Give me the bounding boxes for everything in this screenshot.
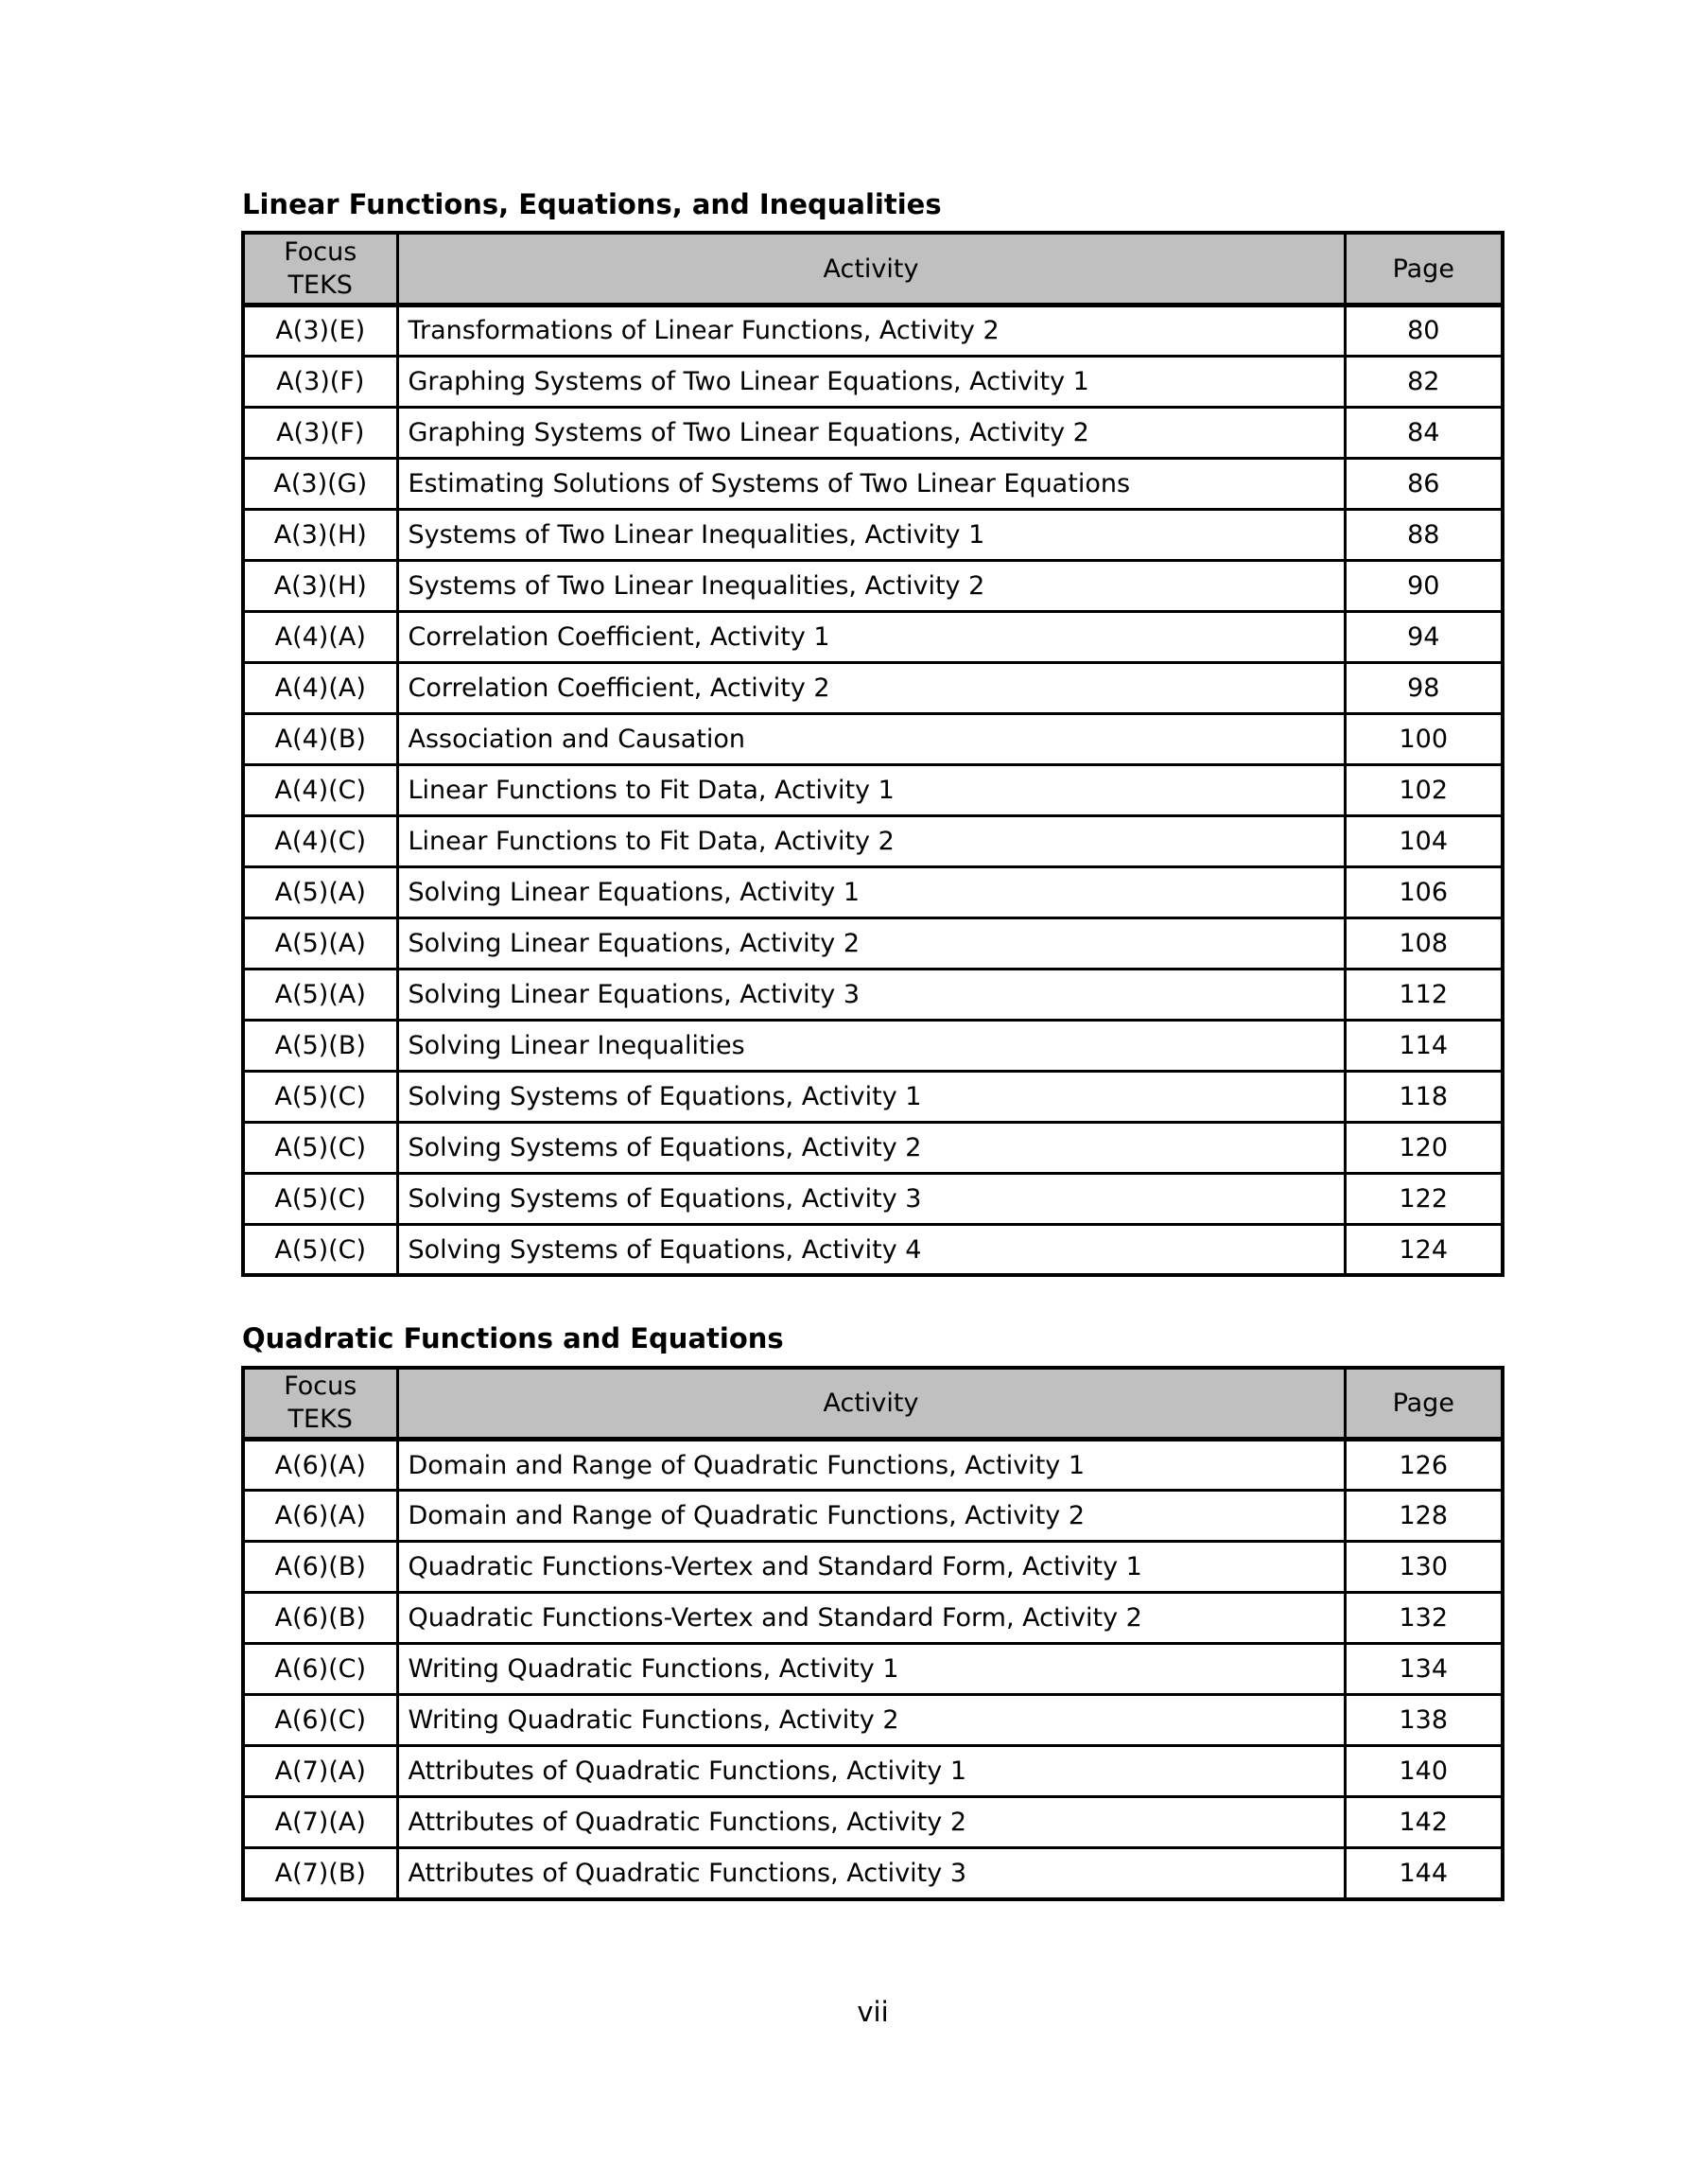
focus-teks-cell: A(5)(C) — [243, 1071, 397, 1122]
focus-teks-cell: A(5)(A) — [243, 866, 397, 917]
page-cell: 104 — [1345, 815, 1503, 866]
focus-teks-cell: A(5)(C) — [243, 1224, 397, 1275]
activity-cell: Quadratic Functions-Vertex and Standard Form, Activity 2 — [397, 1593, 1345, 1644]
activity-column-header: Activity — [397, 233, 1345, 305]
focus-teks-cell: A(3)(E) — [243, 305, 397, 356]
page-cell: 98 — [1345, 662, 1503, 713]
activity-cell: Attributes of Quadratic Functions, Activity 3 — [397, 1848, 1345, 1899]
focus-teks-cell: A(5)(C) — [243, 1173, 397, 1224]
table-header-row — [243, 1368, 1503, 1440]
section-quadratic-functions — [241, 1323, 1504, 1900]
activity-cell: Systems of Two Linear Inequalities, Activity 1 — [397, 509, 1345, 560]
focus-teks-cell: A(5)(A) — [243, 969, 397, 1020]
focus-teks-cell: A(6)(C) — [243, 1644, 397, 1695]
activity-cell: Attributes of Quadratic Functions, Activity 1 — [397, 1746, 1345, 1797]
page-cell: 132 — [1345, 1593, 1503, 1644]
page-cell: 84 — [1345, 407, 1503, 458]
table-row — [243, 1491, 1503, 1542]
page-cell: 94 — [1345, 611, 1503, 662]
focus-teks-cell: A(7)(B) — [243, 1848, 397, 1899]
section-title: Quadratic Functions and Equations — [242, 1322, 784, 1355]
activity-cell: Solving Linear Equations, Activity 1 — [397, 866, 1345, 917]
table-row — [243, 458, 1503, 509]
activity-cell: Linear Functions to Fit Data, Activity 2 — [397, 815, 1345, 866]
table-row — [243, 1746, 1503, 1797]
page-cell: 90 — [1345, 560, 1503, 611]
page-cell: 126 — [1345, 1440, 1503, 1491]
activity-cell: Writing Quadratic Functions, Activity 1 — [397, 1644, 1345, 1695]
activity-cell: Attributes of Quadratic Functions, Activity 2 — [397, 1797, 1345, 1848]
focus-teks-column-header: Focus TEKS — [243, 1368, 397, 1440]
page-cell: 138 — [1345, 1695, 1503, 1746]
table-row — [243, 1848, 1503, 1899]
page-number-footer: vii — [857, 1995, 889, 2028]
page-column-header: Page — [1345, 233, 1503, 305]
focus-teks-cell: A(4)(A) — [243, 662, 397, 713]
activity-cell: Correlation Coefficient, Activity 1 — [397, 611, 1345, 662]
focus-teks-column-header: Focus TEKS — [243, 233, 397, 305]
table-row — [243, 866, 1503, 917]
activity-cell: Association and Causation — [397, 713, 1345, 764]
focus-teks-cell: A(3)(F) — [243, 407, 397, 458]
focus-teks-cell: A(6)(A) — [243, 1491, 397, 1542]
activity-cell: Solving Systems of Equations, Activity 1 — [397, 1071, 1345, 1122]
activity-cell: Graphing Systems of Two Linear Equations, Activity 1 — [397, 356, 1345, 407]
table-row — [243, 1440, 1503, 1491]
activity-cell: Linear Functions to Fit Data, Activity 1 — [397, 764, 1345, 815]
focus-teks-cell: A(7)(A) — [243, 1797, 397, 1848]
page-cell: 130 — [1345, 1542, 1503, 1593]
page-cell: 86 — [1345, 458, 1503, 509]
focus-teks-cell: A(5)(A) — [243, 917, 397, 969]
focus-teks-cell: A(6)(C) — [243, 1695, 397, 1746]
table-row — [243, 713, 1503, 764]
table-row — [243, 1020, 1503, 1071]
table-row — [243, 509, 1503, 560]
page-cell: 120 — [1345, 1122, 1503, 1173]
focus-teks-cell: A(4)(C) — [243, 815, 397, 866]
page-cell: 112 — [1345, 969, 1503, 1020]
focus-teks-cell: A(6)(B) — [243, 1542, 397, 1593]
page-cell: 114 — [1345, 1020, 1503, 1071]
table-row — [243, 356, 1503, 407]
activity-cell: Solving Linear Inequalities — [397, 1020, 1345, 1071]
focus-teks-cell: A(3)(H) — [243, 560, 397, 611]
section-title: Linear Functions, Equations, and Inequalities — [242, 188, 942, 220]
activity-cell: Graphing Systems of Two Linear Equations, Activity 2 — [397, 407, 1345, 458]
activity-cell: Solving Linear Equations, Activity 3 — [397, 969, 1345, 1020]
table-row — [243, 1071, 1503, 1122]
activity-cell: Solving Systems of Equations, Activity 2 — [397, 1122, 1345, 1173]
page-cell: 108 — [1345, 917, 1503, 969]
activity-cell: Domain and Range of Quadratic Functions, Activity 2 — [397, 1491, 1345, 1542]
table-row — [243, 1593, 1503, 1644]
table-body — [243, 305, 1503, 1275]
page-cell: 118 — [1345, 1071, 1503, 1122]
page-cell: 82 — [1345, 356, 1503, 407]
table-row — [243, 1695, 1503, 1746]
activity-cell: Transformations of Linear Functions, Activity 2 — [397, 305, 1345, 356]
section-linear-functions — [241, 189, 1504, 1277]
page-content — [241, 189, 1504, 2028]
table-body — [243, 1440, 1503, 1899]
table-row — [243, 764, 1503, 815]
focus-teks-cell: A(5)(C) — [243, 1122, 397, 1173]
table-row — [243, 1797, 1503, 1848]
page-cell: 144 — [1345, 1848, 1503, 1899]
focus-teks-cell: A(4)(A) — [243, 611, 397, 662]
activity-cell: Systems of Two Linear Inequalities, Activity 2 — [397, 560, 1345, 611]
page-cell: 134 — [1345, 1644, 1503, 1695]
table-row — [243, 815, 1503, 866]
table-row — [243, 407, 1503, 458]
table-head — [243, 233, 1503, 305]
page-cell: 80 — [1345, 305, 1503, 356]
table-row — [243, 560, 1503, 611]
page-cell: 106 — [1345, 866, 1503, 917]
table-row — [243, 662, 1503, 713]
activity-cell: Quadratic Functions-Vertex and Standard Form, Activity 1 — [397, 1542, 1345, 1593]
page-cell: 100 — [1345, 713, 1503, 764]
focus-teks-cell: A(3)(H) — [243, 509, 397, 560]
focus-teks-cell: A(3)(G) — [243, 458, 397, 509]
focus-teks-cell: A(4)(C) — [243, 764, 397, 815]
page-cell: 124 — [1345, 1224, 1503, 1275]
activity-cell: Estimating Solutions of Systems of Two Linear Equations — [397, 458, 1345, 509]
activity-cell: Correlation Coefficient, Activity 2 — [397, 662, 1345, 713]
page-cell: 128 — [1345, 1491, 1503, 1542]
activity-cell: Domain and Range of Quadratic Functions, Activity 1 — [397, 1440, 1345, 1491]
table-row — [243, 1542, 1503, 1593]
table-row — [243, 1122, 1503, 1173]
focus-teks-cell: A(6)(B) — [243, 1593, 397, 1644]
focus-teks-cell: A(4)(B) — [243, 713, 397, 764]
activity-cell: Writing Quadratic Functions, Activity 2 — [397, 1695, 1345, 1746]
table-row — [243, 1644, 1503, 1695]
page-cell: 122 — [1345, 1173, 1503, 1224]
page-cell: 142 — [1345, 1797, 1503, 1848]
quadratic-functions-table — [241, 1366, 1504, 1901]
focus-teks-cell: A(7)(A) — [243, 1746, 397, 1797]
focus-teks-cell: A(6)(A) — [243, 1440, 397, 1491]
table-row — [243, 969, 1503, 1020]
table-head — [243, 1368, 1503, 1440]
activity-column-header: Activity — [397, 1368, 1345, 1440]
linear-functions-table — [241, 231, 1504, 1277]
activity-cell: Solving Systems of Equations, Activity 3 — [397, 1173, 1345, 1224]
table-header-row — [243, 233, 1503, 305]
activity-cell: Solving Systems of Equations, Activity 4 — [397, 1224, 1345, 1275]
table-row — [243, 1173, 1503, 1224]
activity-cell: Solving Linear Equations, Activity 2 — [397, 917, 1345, 969]
focus-teks-cell: A(3)(F) — [243, 356, 397, 407]
page-cell: 102 — [1345, 764, 1503, 815]
focus-teks-cell: A(5)(B) — [243, 1020, 397, 1071]
page-cell: 140 — [1345, 1746, 1503, 1797]
table-row — [243, 917, 1503, 969]
table-row — [243, 611, 1503, 662]
page-cell: 88 — [1345, 509, 1503, 560]
page-column-header: Page — [1345, 1368, 1503, 1440]
table-row — [243, 305, 1503, 356]
table-row — [243, 1224, 1503, 1275]
